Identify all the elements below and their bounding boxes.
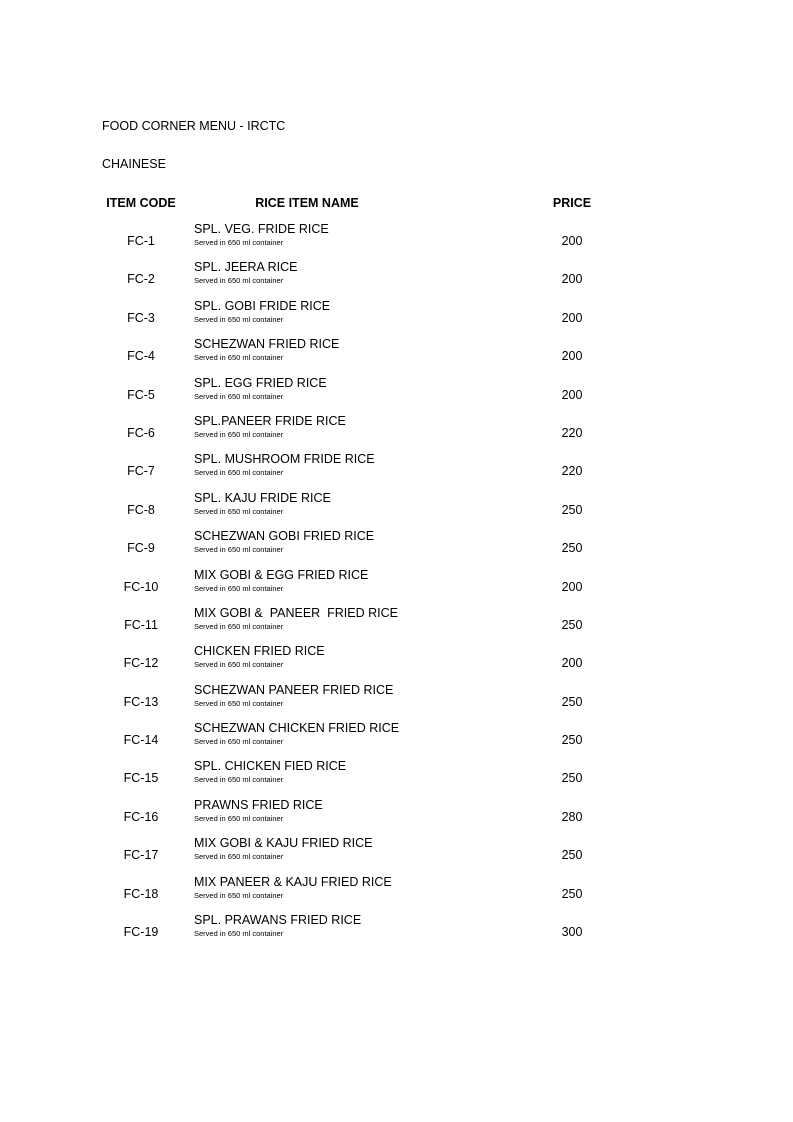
item-price: 200 xyxy=(561,234,583,248)
item-name: SPL. GOBI FRIDE RICE xyxy=(194,298,331,313)
item-price: 200 xyxy=(561,579,583,594)
item-price: 250 xyxy=(561,694,583,709)
item-note: Served in 650 ml container xyxy=(194,238,284,247)
item-code: FC-16 xyxy=(123,809,159,824)
item-code: FC-11 xyxy=(124,617,158,632)
table-row xyxy=(0,681,793,719)
item-price: 200 xyxy=(561,272,583,287)
item-price: 250 xyxy=(561,848,583,863)
item-price: 280 xyxy=(561,809,583,824)
item-code: FC-18 xyxy=(123,886,159,901)
item-name: SCHEZWAN FRIED RICE xyxy=(194,337,340,352)
item-name: SPL. JEERA RICE xyxy=(194,260,298,275)
table-row xyxy=(0,527,793,565)
item-code: FC-14 xyxy=(123,733,159,748)
table-row xyxy=(0,335,793,373)
item-name: MIX GOBI & KAJU FRIED RICE xyxy=(194,836,373,851)
item-note: Served in 650 ml container xyxy=(194,353,284,363)
table-row xyxy=(0,911,793,949)
item-code: FC-12 xyxy=(123,656,159,671)
table-row xyxy=(0,604,793,642)
section-title: CHAINESE xyxy=(102,157,166,171)
page-title: FOOD CORNER MENU - IRCTC xyxy=(102,119,286,133)
table-row xyxy=(0,450,793,488)
item-code: FC-15 xyxy=(123,771,159,786)
item-note: Served in 650 ml container xyxy=(194,314,284,324)
header-price: PRICE xyxy=(552,196,592,210)
item-name: SPL. CHICKEN FIED RICE xyxy=(194,759,347,774)
item-price: 220 xyxy=(561,464,583,479)
item-name: SPL. MUSHROOM FRIDE RICE xyxy=(194,452,375,467)
header-item-code: ITEM CODE xyxy=(106,196,176,210)
item-price: 250 xyxy=(561,617,583,632)
item-price: 200 xyxy=(561,387,583,402)
item-price: 250 xyxy=(561,771,583,786)
item-note: Served in 650 ml container xyxy=(194,698,284,708)
table-row xyxy=(0,297,793,335)
item-name: MIX GOBI & PANEER FRIED RICE xyxy=(194,605,398,620)
item-price: 220 xyxy=(561,425,583,440)
item-note: Served in 650 ml container xyxy=(194,276,284,286)
item-price: 250 xyxy=(561,733,583,748)
item-code: FC-13 xyxy=(123,694,159,709)
item-price: 250 xyxy=(561,541,583,556)
item-code: FC-4 xyxy=(127,349,155,364)
item-note: Served in 650 ml container xyxy=(194,621,284,631)
table-row xyxy=(0,258,793,296)
item-note: Served in 650 ml container xyxy=(194,660,284,670)
item-price: 200 xyxy=(561,349,583,364)
item-note: Served in 650 ml container xyxy=(194,813,284,823)
menu-table xyxy=(0,220,793,949)
item-code: FC-6 xyxy=(127,425,155,440)
item-code: FC-9 xyxy=(127,541,155,556)
table-row xyxy=(0,642,793,680)
item-note: Served in 650 ml container xyxy=(194,583,284,593)
table-row xyxy=(0,796,793,834)
table-row xyxy=(0,566,793,604)
table-row xyxy=(0,719,793,757)
item-note: Served in 650 ml container xyxy=(194,391,284,401)
item-code: FC-3 xyxy=(127,310,155,325)
item-name: SPL. PRAWANS FRIED RICE xyxy=(194,913,362,928)
item-name: SPL.PANEER FRIDE RICE xyxy=(194,413,346,428)
item-name: SPL. EGG FRIED RICE xyxy=(194,375,327,390)
table-row xyxy=(0,489,793,527)
table-row xyxy=(0,220,793,258)
table-row xyxy=(0,374,793,412)
table-row xyxy=(0,412,793,450)
item-code: FC-17 xyxy=(123,848,159,863)
item-price: 200 xyxy=(561,656,583,671)
item-code: FC-10 xyxy=(123,579,159,594)
item-note: Served in 650 ml container xyxy=(194,852,284,862)
item-note: Served in 650 ml container xyxy=(194,929,284,939)
item-name: SCHEZWAN GOBI FRIED RICE xyxy=(194,529,375,544)
item-code: FC-8 xyxy=(127,502,155,517)
item-note: Served in 650 ml container xyxy=(194,890,284,900)
item-name: CHICKEN FRIED RICE xyxy=(194,644,325,659)
item-price: 250 xyxy=(561,502,583,517)
table-row xyxy=(0,873,793,911)
item-note: Served in 650 ml container xyxy=(194,468,284,478)
table-row xyxy=(0,834,793,872)
header-item-name: RICE ITEM NAME xyxy=(255,196,359,210)
item-price: 300 xyxy=(561,925,583,940)
item-name: SCHEZWAN PANEER FRIED RICE xyxy=(194,682,394,697)
item-name: SPL. KAJU FRIDE RICE xyxy=(194,490,331,505)
item-code: FC-7 xyxy=(127,464,155,479)
item-note: Served in 650 ml container xyxy=(194,545,284,555)
item-note: Served in 650 ml container xyxy=(194,775,284,785)
table-row xyxy=(0,757,793,795)
item-price: 250 xyxy=(561,886,583,901)
item-name: SPL. VEG. FRIDE RICE xyxy=(194,222,329,236)
item-name: MIX GOBI & EGG FRIED RICE xyxy=(194,567,369,582)
item-note: Served in 650 ml container xyxy=(194,429,284,439)
item-code: FC-5 xyxy=(127,387,155,402)
item-note: Served in 650 ml container xyxy=(194,737,284,747)
item-name: MIX PANEER & KAJU FRIED RICE xyxy=(194,874,392,889)
item-name: SCHEZWAN CHICKEN FRIED RICE xyxy=(194,721,400,736)
item-code: FC-19 xyxy=(123,925,159,940)
item-code: FC-2 xyxy=(127,272,155,287)
item-name: PRAWNS FRIED RICE xyxy=(194,797,323,812)
item-price: 200 xyxy=(561,310,583,325)
item-code: FC-1 xyxy=(127,234,155,248)
item-note: Served in 650 ml container xyxy=(194,506,284,516)
